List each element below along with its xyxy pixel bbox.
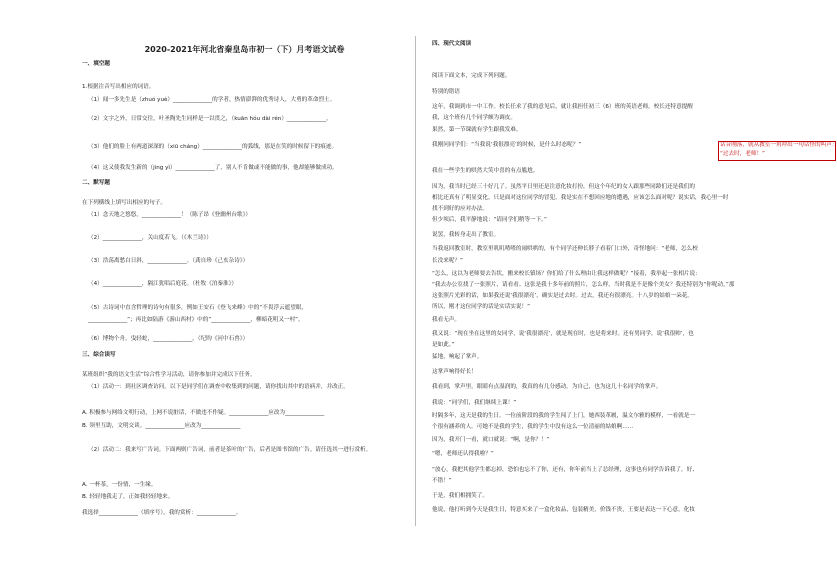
- question-line: 某班组织“我的语文生活”综合性学习活动，请你参加并完成以下任务。: [82, 372, 256, 378]
- passage-line: 我刚问同学们：“当我说‘我很漂亮’的时候，是什么时态呢？”: [432, 142, 582, 148]
- passage-line: 我又说：“现在坐在这里的女同学，说‘我很漂亮’，就是现在时，也是将来时。还有男同学，说‘我很帅’，也: [432, 331, 694, 337]
- question-line: （3）他们的脸上有两道深深的（xiū cháng）______________的弧线，那是在笑的时候留下的痕迹。: [88, 144, 338, 150]
- section-heading: 三、综合读写: [82, 352, 116, 358]
- passage-line: 找不到好的应对办法。: [432, 206, 488, 212]
- question-line: （4）______________，隔江犹唱后庭花。（杜牧《泊秦淮》）: [88, 281, 237, 287]
- passage-line: 说罢，我转身走出了教室。: [432, 232, 500, 238]
- exam-title: 2020-2021年河北省秦皇岛市初一（下）月考语文试卷: [144, 45, 345, 54]
- passage-line: 这张照片光彩的话，如果我还说‘我很漂亮’，确实是过去时。过去，我还有很漂亮。十八岁的姑娘一朵花。: [432, 293, 693, 299]
- passage-line: 我看无声。: [432, 317, 460, 323]
- passage-line: 是如此。”: [432, 342, 455, 348]
- question-line: A. 一杯茶，一份情，一生缘。: [82, 482, 157, 488]
- column-divider: [415, 36, 416, 526]
- passage-line: 这年，我调到市一中工作。校长任求了我的意见后，就让我担任初三（6）班的英语老师。校长还特意提醒: [432, 104, 693, 110]
- passage-line: 他说，他打听到今天是我生日，特意买来了一盒化妆品，包装精美，价钱不贵，王要是表达一下心意。化妆: [432, 507, 695, 513]
- passage-line: 我看到，掌声里，眼睛有点湿润的，我真的有几分感动。为自己，也为这几十名同学的掌声。: [432, 384, 662, 390]
- highlighted-text: 话音刚落，就从教室一角冲出一句话怪的叫声：: [720, 142, 837, 148]
- question-line: （6）博物个舟，曳轻蛇，______________。（纪昀《河中石兽》）: [88, 336, 249, 342]
- passage-title: 特别的错语: [432, 89, 460, 95]
- question-line: 1.根据注音写出相应的词语。: [82, 84, 155, 90]
- question-line: （3）浩荡离愁白日斜，______________。（龚自珍《己亥杂诗》）: [88, 258, 249, 264]
- passage-line: 长没来呢？”: [432, 258, 463, 264]
- passage-line: 猛地，响起了掌声。: [432, 354, 483, 360]
- passage-line: 于是，我们相拥笑了。: [432, 493, 488, 499]
- question-line: （4）这又使我发生新的（jìng yì）______________了，别人不肯做或不能做的事，他却能够做成功。: [88, 165, 338, 171]
- passage-line: 因为，我当时已经三十好几了。虽然平日里还是注意化妆打扮，但这个年纪的女人跟那些同龄们还是我们的: [432, 184, 695, 190]
- passage-line: 这掌声响得好长！: [432, 369, 477, 375]
- passage-line: 个很有涵养的人。可她不是我的学生，我的学生中没有这么一位清丽的姑娘啊……: [432, 424, 634, 430]
- passage-line: 但少顷后，我平静地说：“请同学们稍等一下。”: [432, 217, 547, 223]
- passage-line: “我去办公室找了一张照片，请看看。这张是我十多年前的照片，怎么样，当时我是不是像个美女？我还特别为“你呢动，”那: [432, 282, 735, 288]
- question-line: （2）活动二：我来写广告词。下面两则广告词，前者是茶叶的广告，后者是图书馆的广告。请任选其一进行赏析。: [88, 447, 372, 453]
- question-line: （1）活动一：到社区调查访问。以下是同学们在调查中收集到的问题，请你找出其中的语病并，并改正。: [88, 384, 349, 390]
- question-line: （1）念天地之悠悠，______________！（陈子昂《登幽州台歌》）: [88, 212, 251, 218]
- passage-line: 所以，刚才这位同学的话是实话实说！”: [432, 304, 530, 310]
- highlighted-text: “过去时，老师！”: [720, 151, 765, 157]
- passage-line: 我说：“同学们，我们继续上课！”: [432, 400, 517, 406]
- passage-line: 相比还真有了明显变化。只是面对这位同学的冒犯，我是实在不想回应地的遭遇，应该怎么面对呢？说实话，我心里一时: [432, 195, 729, 201]
- question-line: （2）文字之外，日常交往，叶圣陶先生同样是一以贯之，（kuān hóu dài rén）______________。: [88, 116, 332, 122]
- question-line: A. 积极参与网络文明行动，上网不说脏话，不做违不作疑。______________应改为______________: [82, 410, 325, 416]
- passage-line: 果然，第一节课就有学生跟我发难。: [432, 127, 522, 133]
- question-line: ______________”；再比如陆游《游山西村》中的“______________，柳暗花明又一村”。: [88, 317, 304, 323]
- question-line: 在下列横线上填写出相应的句子。: [82, 200, 166, 206]
- question-line: （5）古诗词中直含哲理的诗句有很多，例如王安石《登飞来峰》中的“不畏浮云遮望眼，: [88, 305, 308, 311]
- section-heading: 二、默写题: [82, 180, 110, 186]
- section-heading: 四、现代文阅读: [432, 41, 472, 47]
- question-line: B. 轻轻地我走了，正如我轻轻地来。: [82, 494, 174, 500]
- passage-line: 不错！”: [432, 478, 452, 484]
- passage-line: “放心，我把其他学生都忘掉，恐怕也忘不了你，还有，你年前当上了总经理，这事也有同学告诉我了，好、: [432, 467, 698, 473]
- passage-line: “嗯，老师还认得我啦？”: [432, 451, 494, 457]
- question-line: B. 领里互助，文明交谈。______________应改为______________: [82, 423, 241, 429]
- passage-line: “怎么，这以为老师要去告状，搬来校长镇场？你们给了什么理由让我这样做呢？”接着，我举起一张相片说：: [432, 271, 701, 277]
- passage-line: 阅读下面文本，完成下列问题。: [432, 73, 511, 79]
- question-line: （2）______________，关山度若飞。（《木兰诗》）: [88, 235, 212, 241]
- question-line: （1）闻一多先生是（zhuó yuè）______________的学者，热情澎湃的优秀诗人，大勇的革命烈士。: [88, 97, 336, 103]
- passage-line: 当我返回教室时，教室里叽叽喳喳的闹哄哄的，有个同学还伸长脖子看着门口外，奇怪地问：“老师，怎么校: [432, 246, 698, 252]
- question-line: 我选择______________（填序号），我的赏析：______________。: [82, 510, 242, 516]
- passage-line: 时隔多年，这天是我的生日。一位前阶段的我的学生闯了上门，她西装革履，温文尔雅的模样，一看就是一: [432, 413, 695, 419]
- passage-line: 我在一些学生的哄然大笑中喜的有点尴尬。: [432, 168, 539, 174]
- section-heading: 一、填空题: [82, 61, 110, 67]
- passage-line: 因为，我开门一看，就口就说：“啊，是你？！”: [432, 437, 550, 443]
- passage-line: 我，这个班有几个同学颇为调皮。: [432, 115, 516, 121]
